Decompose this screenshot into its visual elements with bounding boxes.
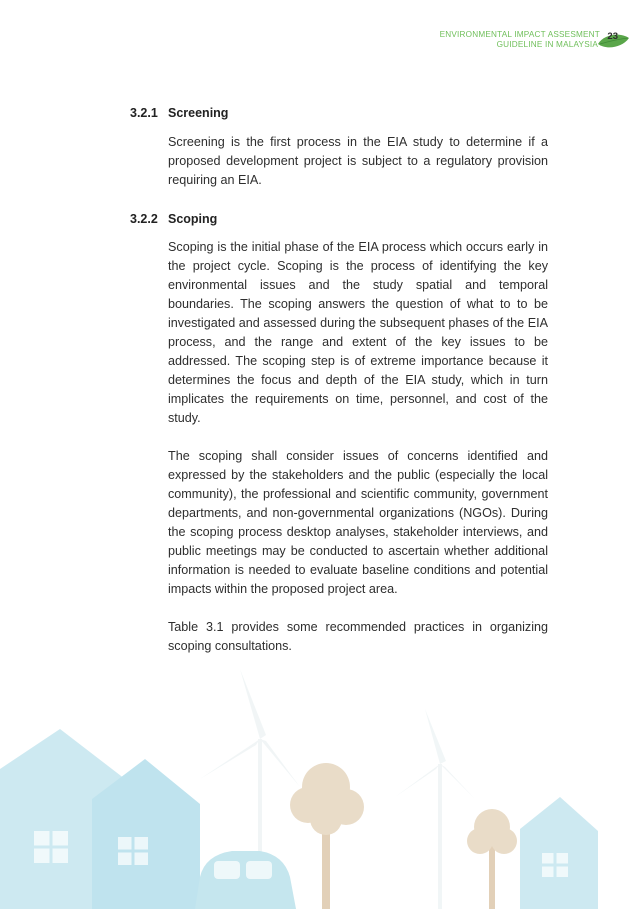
section-heading: [130, 212, 548, 226]
section-title: Screening: [168, 106, 229, 120]
section-number: 3.2.1: [130, 106, 158, 120]
header-title-line2: GUIDELINE IN MALAYSIA: [496, 40, 598, 49]
section-heading: [130, 106, 548, 120]
running-header: [440, 30, 600, 50]
car-icon: [195, 851, 296, 909]
tree-icon: [467, 809, 517, 909]
section-title: Scoping: [168, 211, 218, 226]
wind-turbine-icon: [395, 709, 475, 909]
document-body: [130, 106, 548, 674]
page-number-badge: [596, 28, 630, 52]
section-number: 3.2.2: [130, 211, 158, 226]
paragraph: Table 3.1 provides some recommended practices in organizing scoping consultations.: [168, 620, 548, 654]
page-number: 23: [607, 31, 618, 42]
section-scoping: [130, 212, 548, 657]
paragraph: The scoping shall consider issues of concerns identified and expressed by the stakeholders and the public (especially the local community), the professional and scientific community, government departments, and non-governmental organizations (NGOs). During the scoping process desktop analyses, stakeholder interviews, and public meetings may be conducted to ascertain whether additional information is needed to evaluate baseline conditions and potential impacts within the proposed project area.: [168, 449, 548, 597]
section-screening: [130, 106, 548, 190]
paragraph: Scoping is the initial phase of the EIA process which occurs early in the project cycle. Scoping is the process of identifying the key environmental issues and the study spatial and temporal boundaries. The scoping answers the question of what to to be investigated and assessed during the subsequent phases of the EIA process, and the range and extent of the key issues to be addressed. The scoping step is of extreme importance because it determines the focus and depth of the EIA study, which in turn implicates the requirements on time, personnel, and cost of the study.: [168, 240, 548, 426]
header-title-line1: ENVIRONMENTAL IMPACT ASSESMENT: [439, 30, 600, 39]
paragraph: Screening is the first process in the EIA study to determine if a proposed development project is subject to a regulatory provision requiring an EIA.: [168, 134, 548, 187]
tree-icon: [290, 763, 364, 909]
footer-illustration: [0, 669, 638, 909]
house-icon: [520, 797, 598, 909]
